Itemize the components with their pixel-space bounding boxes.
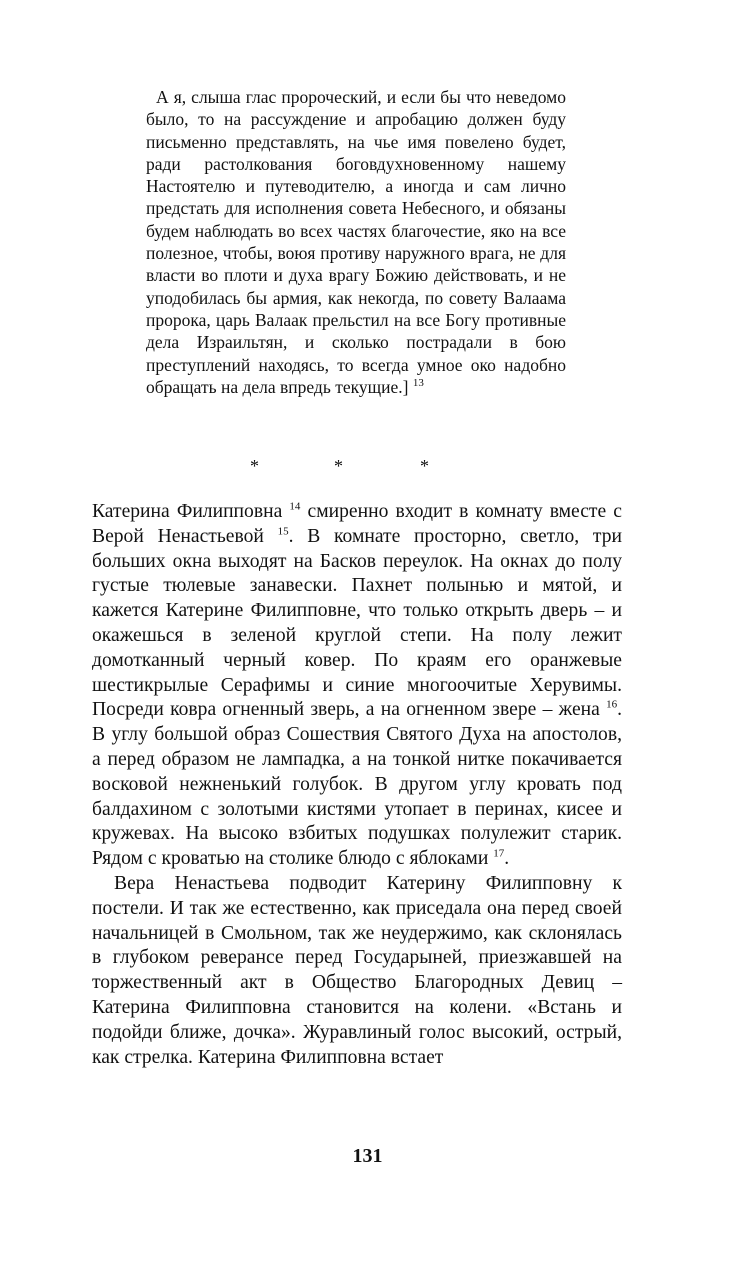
footnote-ref-17: 17 (493, 847, 505, 860)
text-run: смиренно входит в комнату вместе с Верой Ненастьевой (92, 501, 622, 547)
footnote-ref-13: 13 (412, 377, 424, 390)
footnote-ref-15: 15 (277, 525, 289, 538)
paragraph (92, 500, 622, 872)
text-run: . (504, 848, 510, 870)
text-run: Катерина Филипповна (92, 501, 283, 522)
footnote-ref-16: 16 (606, 698, 618, 711)
text-run: . В комнате просторно, светло, три больших окна выходят на Басков переулок. На окнах до полу густые тюлевые занавески. Пахнет полынью и мятой, и кажется Катерине Филипповне, что только открыть дверь – и окажешься в зеленой круглой степи. На полу лежит домотканный черный ковер. По краям его оранжевые шестикрылые Серафимы и синие многоочитые Херувимы. Посреди ковра огненный зверь, а на огненном звере – жена (92, 525, 622, 721)
quoted-passage (146, 86, 566, 398)
paragraph: Вера Ненастьева подводит Катерину Филипповну к постели. И так же естественно, как приседала она перед своей начальницей в Смольном, так же неудержимо, как склонялась в глубоком реверансе перед Государыней, приезжавшей на торжественный акт в Общество Благородных Девиц – Катерина Филипповна становится на колени. «Встань и подойди ближе, дочка». Журавлиный голос высокий, острый, как стрелка. Катерина Филипповна встает (92, 872, 622, 1068)
section-separator (0, 456, 735, 480)
separator-star: * (250, 456, 259, 476)
main-text (92, 500, 622, 1070)
separator-star: * (334, 456, 343, 476)
page-number: 131 (352, 1145, 383, 1167)
separator-star: * (420, 456, 429, 476)
footnote-ref-14: 14 (289, 500, 301, 513)
quote-text: А я, слыша глас пророческий, и если бы что неведомо было, то на рассуждение и апробацию должен буду письменно представлять, на чье имя повелено будет, ради растолкования боговдухновенному нашему Настоятелю и путеводителю, а иногда и сам лично предстать для исполнения совета Небесного, и обязаны будем наблюдать во всех частях благочестие, яко на все полезное, чтобы, воюя противу наружного врага, не для власти во плоти и духа врагу Божию действовать, и не уподобилась бы армия, как некогда, по совету Валаама пророка, царь Валаак прельстил на все Богу противные дела Израильтян, и сколько пострадали в бою преступлений находясь, то всегда умное око надобно обращать на дела впредь текущие.] (146, 87, 566, 397)
text-run: . В углу большой образ Сошествия Святого Духа на апостолов, а перед образом не лампадка, а на тонкой нитке покачивается восковой нежненький голубок. В другом углу кровать под балдахином с золотыми кистями утопает в перинах, кисее и кружевах. На высоко взбитых подушках полулежит старик. Рядом с кроватью на столике блюдо с яблоками (92, 699, 622, 870)
